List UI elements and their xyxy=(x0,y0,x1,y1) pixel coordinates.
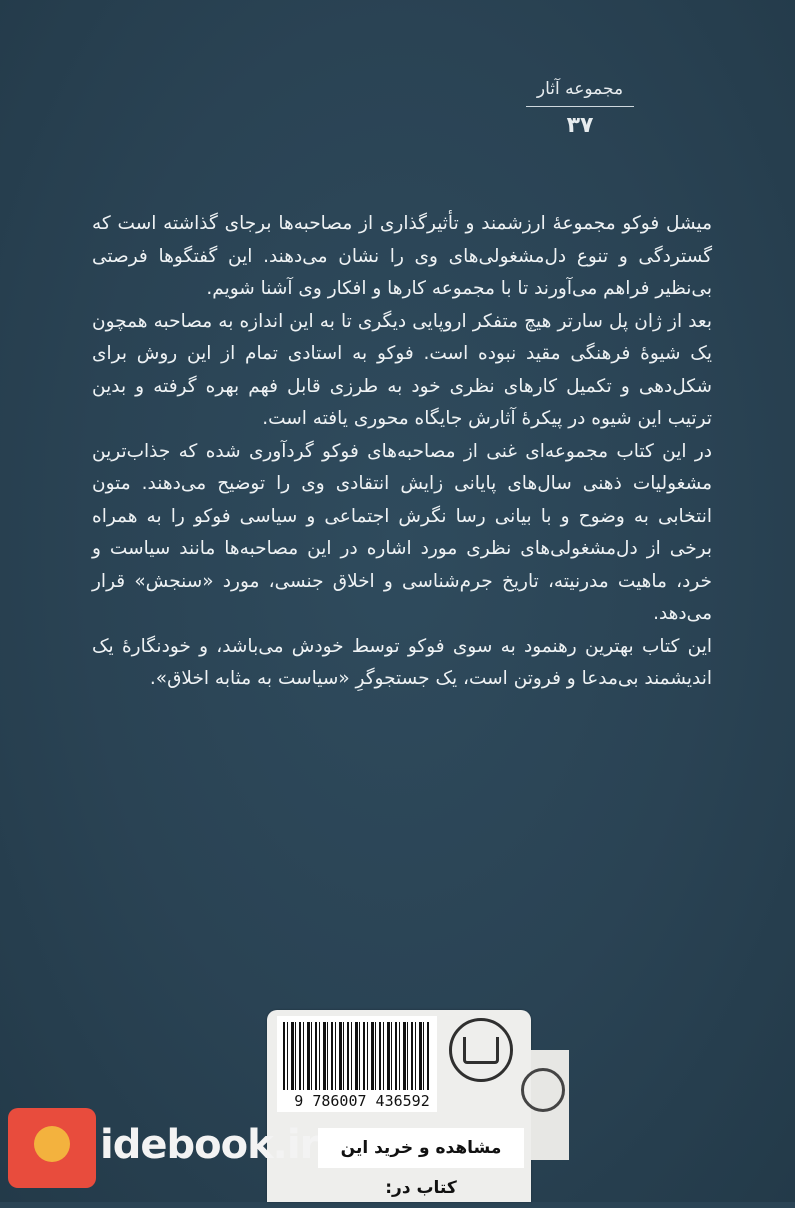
isbn-number: 9 786007 436592 xyxy=(294,1092,430,1110)
series-number: ۳۷ xyxy=(566,113,594,138)
barcode-bars xyxy=(283,1022,431,1090)
buy-link[interactable]: مشاهده و خرید این کتاب در: xyxy=(318,1128,524,1168)
open-book-icon xyxy=(463,1037,499,1064)
publisher-stamp xyxy=(531,1050,569,1160)
blurb-paragraph-4: این کتاب بهترین رهنمود به سوی فوکو توسط خودش می‌باشد، و خودنگارهٔ یک اندیشمند بی‌مدعا و فروتن است، یک جستجوگرِ «سیاست به مثابه اخلاق». xyxy=(92,635,712,689)
blurb-paragraph-3: در این کتاب مجموعه‌ای غنی از مصاحبه‌های فوکو گردآوری شده که جذاب‌ترین مشغولیات ذهنی سال‌های پایانی زایش انتقادی وی را توضیح می‌دهند. متون انتخابی به وضوح و با بیانی رسا نگرش اجتماعی و سیاسی فوکو را به همراه برخی از دل‌مشغولی‌های نظری مورد اشاره در این مصاحبه‌ها مانند سیاست و خرد، ماهیت مدرنیته، تاریخ جرم‌شناسی و اخلاق جنسی، مورد «سنجش» قرار می‌دهد. xyxy=(92,440,712,624)
book-blurb xyxy=(92,208,712,696)
series-block xyxy=(520,76,640,138)
series-title: مجموعه آثار xyxy=(536,79,624,99)
site-brand[interactable]: idebook.ir xyxy=(100,1122,319,1168)
blurb-paragraph-1: میشل فوکو مجموعهٔ ارزشمند و تأثیرگذاری از مصاحبه‌ها برجای گذاشته است که گستردگی و تنوع دل‌مشغولی‌های وی را نشان می‌دهند. این گفتگوها فرصتی بی‌نظیر فراهم می‌آورند تا با مجموعه کارها و افکار وی آشنا شویم. xyxy=(92,213,712,299)
smiley-icon xyxy=(34,1126,70,1162)
blurb-paragraph-2: بعد از ژان پل سارتر هیچ متفکر اروپایی دیگری تا به این اندازه به مصاحبه همچون یک شیوهٔ فرهنگی مقید نبوده است. فوکو به استادی تمام از این روش برای شکل‌دهی و تکمیل کارهای نظری خود به طرزی قابل فهم بهره گرفته و بدین ترتیب این شیوه در پیکرهٔ آثارش جایگاه محوری یافته است. xyxy=(92,310,712,429)
series-divider xyxy=(526,106,634,107)
publisher-logo-icon xyxy=(449,1018,513,1082)
site-logo-icon xyxy=(8,1108,96,1188)
ad-watermark[interactable] xyxy=(0,1094,531,1202)
